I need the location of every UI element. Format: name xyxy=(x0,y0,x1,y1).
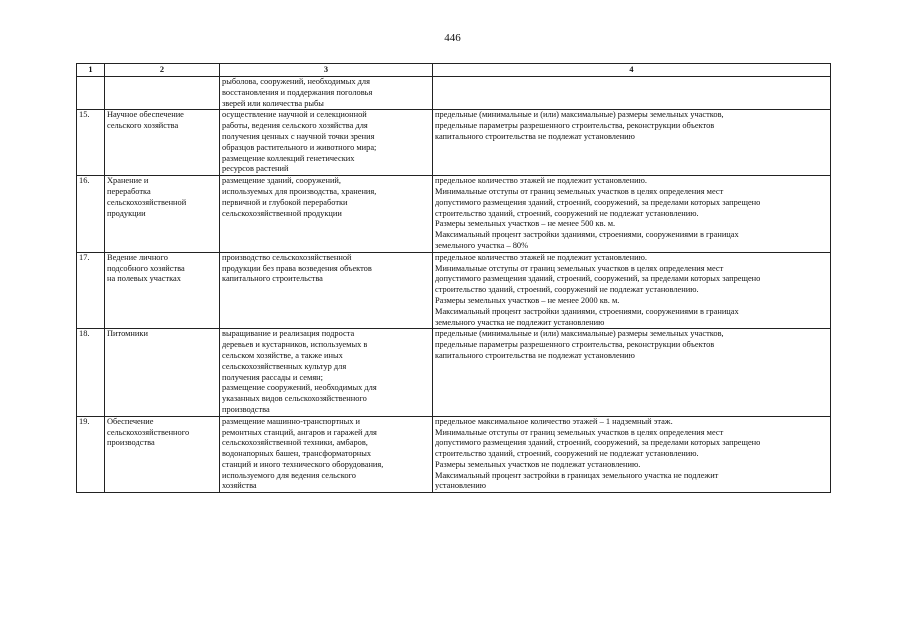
text-line: предельное максимальное количество этажей – 1 надземный этаж. xyxy=(435,416,673,426)
text-line: первичной и глубокой переработки xyxy=(222,197,348,207)
text-line: Минимальные отступы от границ земельных участков в целях определения мест xyxy=(435,263,724,273)
text-line: Размеры земельных участков – не менее 500 кв. м. xyxy=(435,219,616,229)
land-use-description-cell xyxy=(220,176,433,253)
land-use-description-cell xyxy=(220,329,433,416)
text-line: предельные параметры разрешенного строительства, реконструкции объектов xyxy=(435,121,715,131)
text-line: строительство зданий, строений, сооружений не подлежат установлению. xyxy=(435,208,699,218)
text-line: Максимальный процент застройки в границах земельного участка не подлежит xyxy=(435,470,719,480)
text-line: ремонтных станций, ангаров и гаражей для xyxy=(222,427,377,437)
row-number: 17. xyxy=(77,252,105,329)
text-line: восстановления и поддержания поголовья xyxy=(222,87,373,97)
page-number: 446 xyxy=(444,32,461,44)
text-line: на полевых участках xyxy=(107,274,181,284)
text-line: переработка xyxy=(107,186,151,196)
text-line: предельные (минимальные и (или) максимальные) размеры земельных участков, xyxy=(435,329,724,339)
text-line: производства xyxy=(222,404,270,414)
text-line: используемого для ведения сельского xyxy=(222,470,356,480)
text-line: Минимальные отступы от границ земельных участков в целях определения мест xyxy=(435,427,724,437)
row-number: 15. xyxy=(77,110,105,176)
text-line: Обеспечение xyxy=(107,416,154,426)
text-line: допустимого размещения зданий, строений, сооружений, за пределами которых запрещено xyxy=(435,438,761,448)
text-line: деревьев и кустарников, используемых в xyxy=(222,340,368,350)
text-line: продукции без права возведения объектов xyxy=(222,263,372,273)
text-line: водонапорных башен, трансформаторных xyxy=(222,449,372,459)
text-line: размещение сооружений, необходимых для xyxy=(222,383,377,393)
text-line: Размеры земельных участков – не менее 2000 кв. м. xyxy=(435,295,620,305)
text-line: хозяйства xyxy=(222,481,257,491)
text-line: установлению xyxy=(435,481,487,491)
land-use-name-cell xyxy=(105,77,220,110)
text-line: Максимальный процент застройки зданиями, строениями, сооружениями в границах xyxy=(435,306,739,316)
text-line: сельскохозяйственной xyxy=(107,197,187,207)
construction-parameters-cell xyxy=(433,176,831,253)
text-line: сельскохозяйственной продукции xyxy=(222,208,342,218)
header-col-4: 4 xyxy=(433,64,831,77)
text-line: получения рассады и семян; xyxy=(222,372,323,382)
land-use-description-cell xyxy=(220,252,433,329)
land-use-name-cell xyxy=(105,416,220,493)
text-line: подсобного хозяйства xyxy=(107,263,185,273)
text-line: используемых для производства, хранения, xyxy=(222,186,377,196)
text-line: продукции xyxy=(107,208,146,218)
text-line: Ведение личного xyxy=(107,252,168,262)
text-line: Научное обеспечение xyxy=(107,110,184,120)
text-line: сельском хозяйстве, а также иных xyxy=(222,350,343,360)
text-line: строительство зданий, строений, сооружений не подлежат установлению. xyxy=(435,285,699,295)
text-line: земельного участка не подлежит установлению xyxy=(435,317,605,327)
land-use-name-cell xyxy=(105,110,220,176)
text-line: станций и иного технического оборудования, xyxy=(222,459,384,469)
text-line: образцов растительного и животного мира; xyxy=(222,142,377,152)
land-use-name-cell xyxy=(105,176,220,253)
table-row xyxy=(77,176,831,253)
text-line: зверей или количества рыбы xyxy=(222,98,324,108)
text-line: производство сельскохозяйственной xyxy=(222,252,352,262)
land-use-description-cell xyxy=(220,110,433,176)
text-line: Минимальные отступы от границ земельных участков в целях определения мест xyxy=(435,186,724,196)
land-use-name-cell xyxy=(105,252,220,329)
text-line: выращивание и реализация подроста xyxy=(222,329,355,339)
row-number: 16. xyxy=(77,176,105,253)
table-row xyxy=(77,252,831,329)
text-line: получения ценных с научной точки зрения xyxy=(222,131,375,141)
row-number: 18. xyxy=(77,329,105,416)
header-col-3: 3 xyxy=(220,64,433,77)
text-line: ресурсов растений xyxy=(222,164,289,174)
table-row xyxy=(77,329,831,416)
text-line: сельскохозяйственного xyxy=(107,427,190,437)
text-line: размещение машинно-транспортных и xyxy=(222,416,361,426)
header-col-1: 1 xyxy=(77,64,105,77)
text-line: Питомники xyxy=(107,329,148,339)
text-line: земельного участка – 80% xyxy=(435,240,529,250)
text-line: размещение коллекций генетических xyxy=(222,153,355,163)
text-line: предельное количество этажей не подлежит установлению. xyxy=(435,176,647,186)
row-number xyxy=(77,77,105,110)
text-line: размещение зданий, сооружений, xyxy=(222,176,341,186)
text-line: предельные параметры разрешенного строительства, реконструкции объектов xyxy=(435,340,715,350)
text-line: сельского хозяйства xyxy=(107,121,179,131)
regulations-table xyxy=(76,63,831,493)
text-line: допустимого размещения зданий, строений, сооружений, за пределами которых запрещено xyxy=(435,274,761,284)
table-body xyxy=(77,77,831,493)
text-line: предельное количество этажей не подлежит установлению. xyxy=(435,252,647,262)
row-number: 19. xyxy=(77,416,105,493)
text-line: предельные (минимальные и (или) максимальные) размеры земельных участков, xyxy=(435,110,724,120)
table-row xyxy=(77,110,831,176)
land-use-description-cell xyxy=(220,416,433,493)
land-use-description-cell xyxy=(220,77,433,110)
construction-parameters-cell xyxy=(433,77,831,110)
text-line: Размеры земельных участков не подлежат установлению. xyxy=(435,459,641,469)
text-line: производства xyxy=(107,438,155,448)
text-line: капитального строительства xyxy=(222,274,323,284)
text-line: указанных видов сельскохозяйственного xyxy=(222,394,367,404)
text-line: работы, ведения сельского хозяйства для xyxy=(222,121,368,131)
table-row xyxy=(77,416,831,493)
text-line: рыболова, сооружений, необходимых для xyxy=(222,77,370,86)
text-line: Максимальный процент застройки зданиями, строениями, сооружениями в границах xyxy=(435,230,739,240)
header-col-2: 2 xyxy=(105,64,220,77)
text-line: сельскохозяйственной техники, амбаров, xyxy=(222,438,368,448)
table-row xyxy=(77,77,831,110)
construction-parameters-cell xyxy=(433,329,831,416)
table-header-row xyxy=(77,64,831,77)
construction-parameters-cell xyxy=(433,252,831,329)
text-line: строительство зданий, строений, сооружений не подлежат установлению. xyxy=(435,449,699,459)
construction-parameters-cell xyxy=(433,416,831,493)
construction-parameters-cell xyxy=(433,110,831,176)
text-line: капитального строительства не подлежат установлению xyxy=(435,131,635,141)
text-line: сельскохозяйственных культур для xyxy=(222,361,347,371)
text-line: осуществление научной и селекционной xyxy=(222,110,367,120)
text-line: капитального строительства не подлежат установлению xyxy=(435,350,635,360)
text-line: допустимого размещения зданий, строений, сооружений, за пределами которых запрещено xyxy=(435,197,761,207)
land-use-name-cell xyxy=(105,329,220,416)
text-line: Хранение и xyxy=(107,176,149,186)
